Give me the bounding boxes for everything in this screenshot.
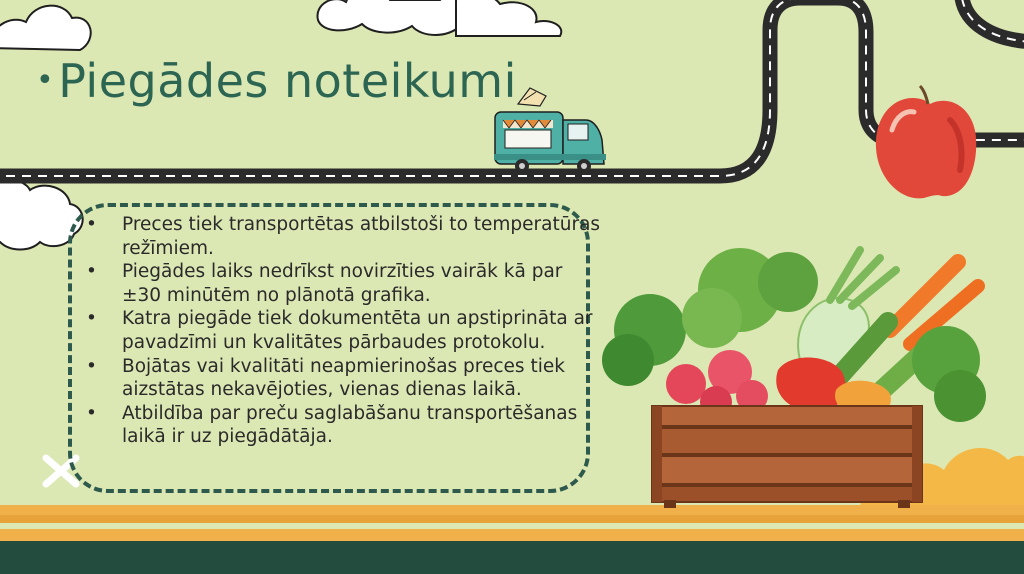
apple-icon <box>876 86 976 198</box>
bullet-text: Piegādes laiks nedrīkst novirzīties vairāk kā par ±30 minūtēm no plānotā grafika. <box>122 261 563 306</box>
bullet-text: Preces tiek transportētas atbilstoši to temperatūras režīmiem. <box>122 214 601 259</box>
bullet-text: Bojātas vai kvalitāti neapmierinošas preces tiek aizstātas nekavējoties, vienas dienas laikā. <box>122 355 565 401</box>
list-item <box>86 260 606 307</box>
page-title-text: Piegādes noteikumi <box>58 54 517 108</box>
bullet-text: Katra piegāde tiek dokumentēta un apstiprināta ar pavadzīmi un kvalitātes pārbaudes protokolu. <box>122 308 593 353</box>
bullet-list <box>86 213 606 449</box>
bullet-mark: • <box>86 355 97 377</box>
title-bullet: • <box>36 63 55 98</box>
list-item <box>86 213 606 260</box>
bullet-mark: • <box>86 261 97 283</box>
bullet-mark: • <box>86 214 97 235</box>
list-item <box>86 402 606 449</box>
list-item <box>86 307 606 354</box>
page-title <box>36 54 517 108</box>
cloud-icon <box>317 0 561 36</box>
bullet-mark: • <box>86 308 97 330</box>
bullet-text: Atbildība par preču saglabāšanu transportēšanas laikā ir uz piegādātāja. <box>122 402 578 448</box>
list-item <box>86 355 606 402</box>
cloud-icon <box>0 6 91 50</box>
bullet-mark: • <box>86 402 97 424</box>
